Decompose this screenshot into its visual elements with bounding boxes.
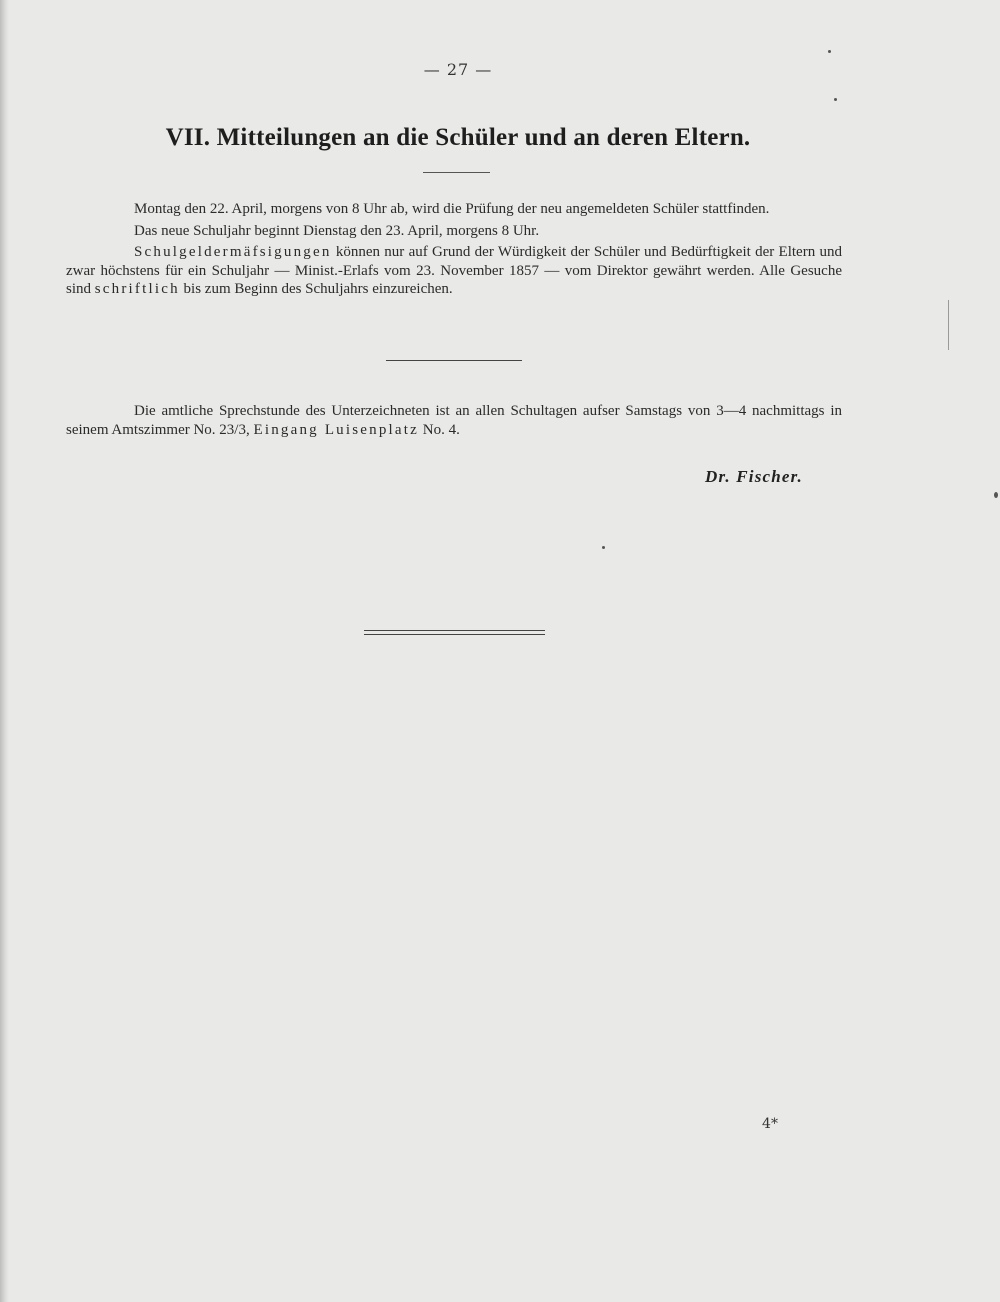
fee-reduction-paragraph (66, 243, 842, 299)
page-number: — 27 — (423, 60, 493, 79)
sheet-signature-mark: 4* (762, 1116, 778, 1132)
office-hours-text-1: Die amtliche Sprechstunde des Unterzeichneten ist an allen Schultagen aufser Samstags von 3—4 nachmittags in seinem Amtszimmer No. 23/3, (66, 403, 842, 438)
fee-reduction-text-2: bis zum Beginn des Schuljahrs einzureichen. (179, 281, 453, 297)
title-divider (423, 172, 490, 173)
office-hours-text-2: No. 4. (419, 421, 460, 438)
print-speck (602, 546, 605, 549)
end-double-rule (364, 630, 545, 635)
print-speck (828, 50, 831, 53)
section-title: VII. Mitteilungen an die Schüler und an deren Eltern. (165, 124, 751, 151)
print-speck (834, 98, 837, 101)
exam-paragraph: Montag den 22. April, morgens von 8 Uhr ab, wird die Prüfung der neu angemeldeten Schüler stattfinden. (134, 201, 770, 217)
print-speck (994, 492, 998, 498)
written-term: schriftlich (94, 281, 180, 297)
office-hours-paragraph (66, 402, 842, 439)
fee-reduction-text-1: können nur auf Grund der Würdigkeit der Schüler und Bedürftigkeit der Eltern und zwar höchstens für ein Schuljahr — Minist.-Erlafs vom 23. November 1857 — vom Direktor gewährt werden. Alle Gesuche sind (66, 244, 842, 297)
office-hours-block (66, 402, 842, 439)
page-edge-mark (948, 300, 949, 350)
school-year-paragraph: Das neue Schuljahr beginnt Dienstag den 23. April, morgens 8 Uhr. (134, 222, 540, 239)
page-edge-shadow (0, 0, 9, 1302)
fee-reduction-term: Schulgeldermäfsigungen (134, 244, 332, 260)
notice-block (66, 200, 842, 299)
signature: Dr. Fischer. (704, 467, 803, 486)
section-divider (386, 360, 522, 361)
entrance-term: Eingang Luisenplatz (253, 421, 419, 438)
